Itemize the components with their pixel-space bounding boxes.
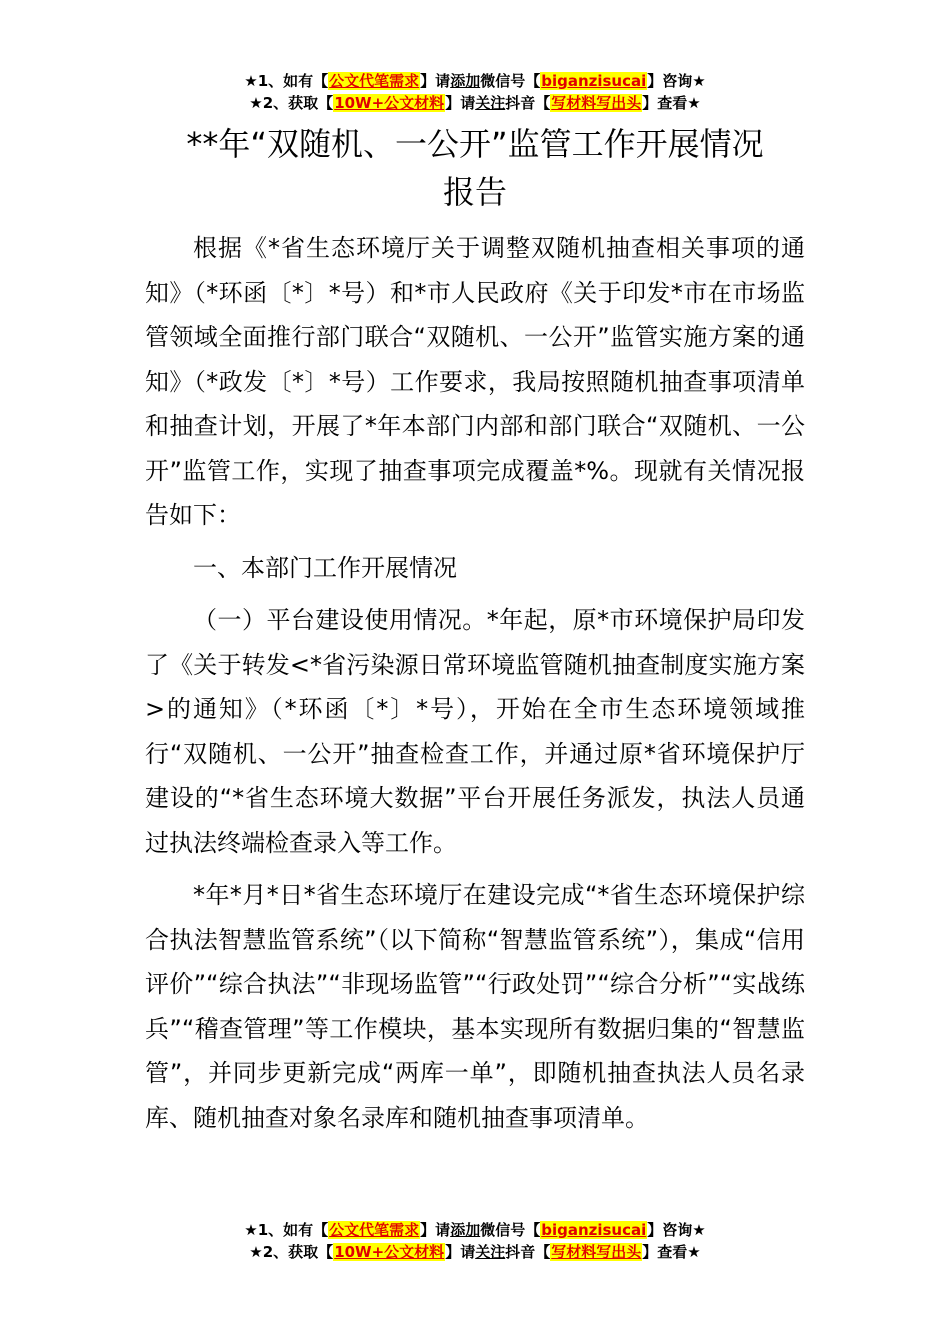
banner-underline: 关注 <box>475 1243 506 1261</box>
paragraph-intro: 根据《*省生态环境厅关于调整双随机抽查相关事项的通知》（*环函〔*〕*号）和*市人民政府《关于印发*市在市场监管领域全面推行部门联合“双随机、一公开”监管实施方案的通知》（*政发〔*〕*号）工作要求，我局按照随机抽查事项清单和抽查计划，开展了*年本部门内部和部门联合“双随机、一公开”监管工作，实现了抽查事项完成覆盖*%。现就有关情况报告如下： <box>145 234 805 529</box>
banner-highlight: 写材料写出头 <box>551 94 642 112</box>
paragraph-platform: （一）平台建设使用情况。*年起，原*市环境保护局印发了《关于转发<*省污染源日常环境监管随机抽查制度实施方案>的通知》（*环函〔*〕*号），开始在全市生态环境领域推行“双随机、一公开”抽查检查工作，并通过原*省环境保护厅建设的“*省生态环境大数据”平台开展任务派发，执法人员通过执法终端检查录入等工作。 <box>145 606 805 857</box>
banner-text: 抖音【 <box>505 1243 551 1261</box>
banner-text: ★2、获取【 <box>249 94 334 112</box>
banner-text: ★1、如有【 <box>244 1221 329 1239</box>
banner-text: 】查看★ <box>642 94 701 112</box>
banner-highlight: 10W+公文材料 <box>334 94 445 112</box>
banner-text: 抖音【 <box>505 94 551 112</box>
banner-text: 微信号【 <box>480 72 541 90</box>
footer-banner <box>0 1219 950 1263</box>
banner-line-2 <box>0 1241 950 1263</box>
banner-line-1 <box>0 70 950 92</box>
banner-text: 】请 <box>445 1243 476 1261</box>
banner-highlight: 写材料写出头 <box>551 1243 642 1261</box>
banner-highlight: 公文代笔需求 <box>329 1221 420 1239</box>
banner-text: 】请 <box>420 1221 451 1239</box>
banner-highlight: 公文代笔需求 <box>329 72 420 90</box>
header-banner <box>0 70 950 114</box>
banner-text: 】咨询★ <box>647 1221 706 1239</box>
banner-underline: 添加 <box>450 1221 481 1239</box>
banner-text: 微信号【 <box>480 1221 541 1239</box>
banner-highlight: biganzisucai <box>541 1221 647 1239</box>
banner-line-2 <box>0 92 950 114</box>
document-title <box>145 120 805 216</box>
banner-text: 】咨询★ <box>647 72 706 90</box>
banner-text: 】请 <box>445 94 476 112</box>
banner-text: 】查看★ <box>642 1243 701 1261</box>
banner-highlight: 10W+公文材料 <box>334 1243 445 1261</box>
banner-text: 】请 <box>420 72 451 90</box>
title-line-2: 报告 <box>442 173 507 211</box>
title-line-1: **年“双随机、一公开”监管工作开展情况 <box>186 125 764 163</box>
banner-highlight: biganzisucai <box>541 72 647 90</box>
banner-text: ★1、如有【 <box>244 72 329 90</box>
banner-underline: 关注 <box>475 94 506 112</box>
document-body <box>145 226 805 1140</box>
paragraph-system: *年*月*日*省生态环境厅在建设完成“*省生态环境保护综合执法智慧监管系统”（以下简称“智慧监管系统”），集成“信用评价”“综合执法”“非现场监管”“行政处罚”“综合分析”“实战练兵”“稽查管理”等工作模块，基本实现所有数据归集的“智慧监管”，并同步更新完成“两库一单”，即随机抽查执法人员名录库、随机抽查对象名录库和随机抽查事项清单。 <box>145 881 805 1132</box>
banner-line-1 <box>0 1219 950 1241</box>
section-heading: 一、本部门工作开展情况 <box>193 553 457 582</box>
banner-text: ★2、获取【 <box>249 1243 334 1261</box>
banner-underline: 添加 <box>450 72 481 90</box>
